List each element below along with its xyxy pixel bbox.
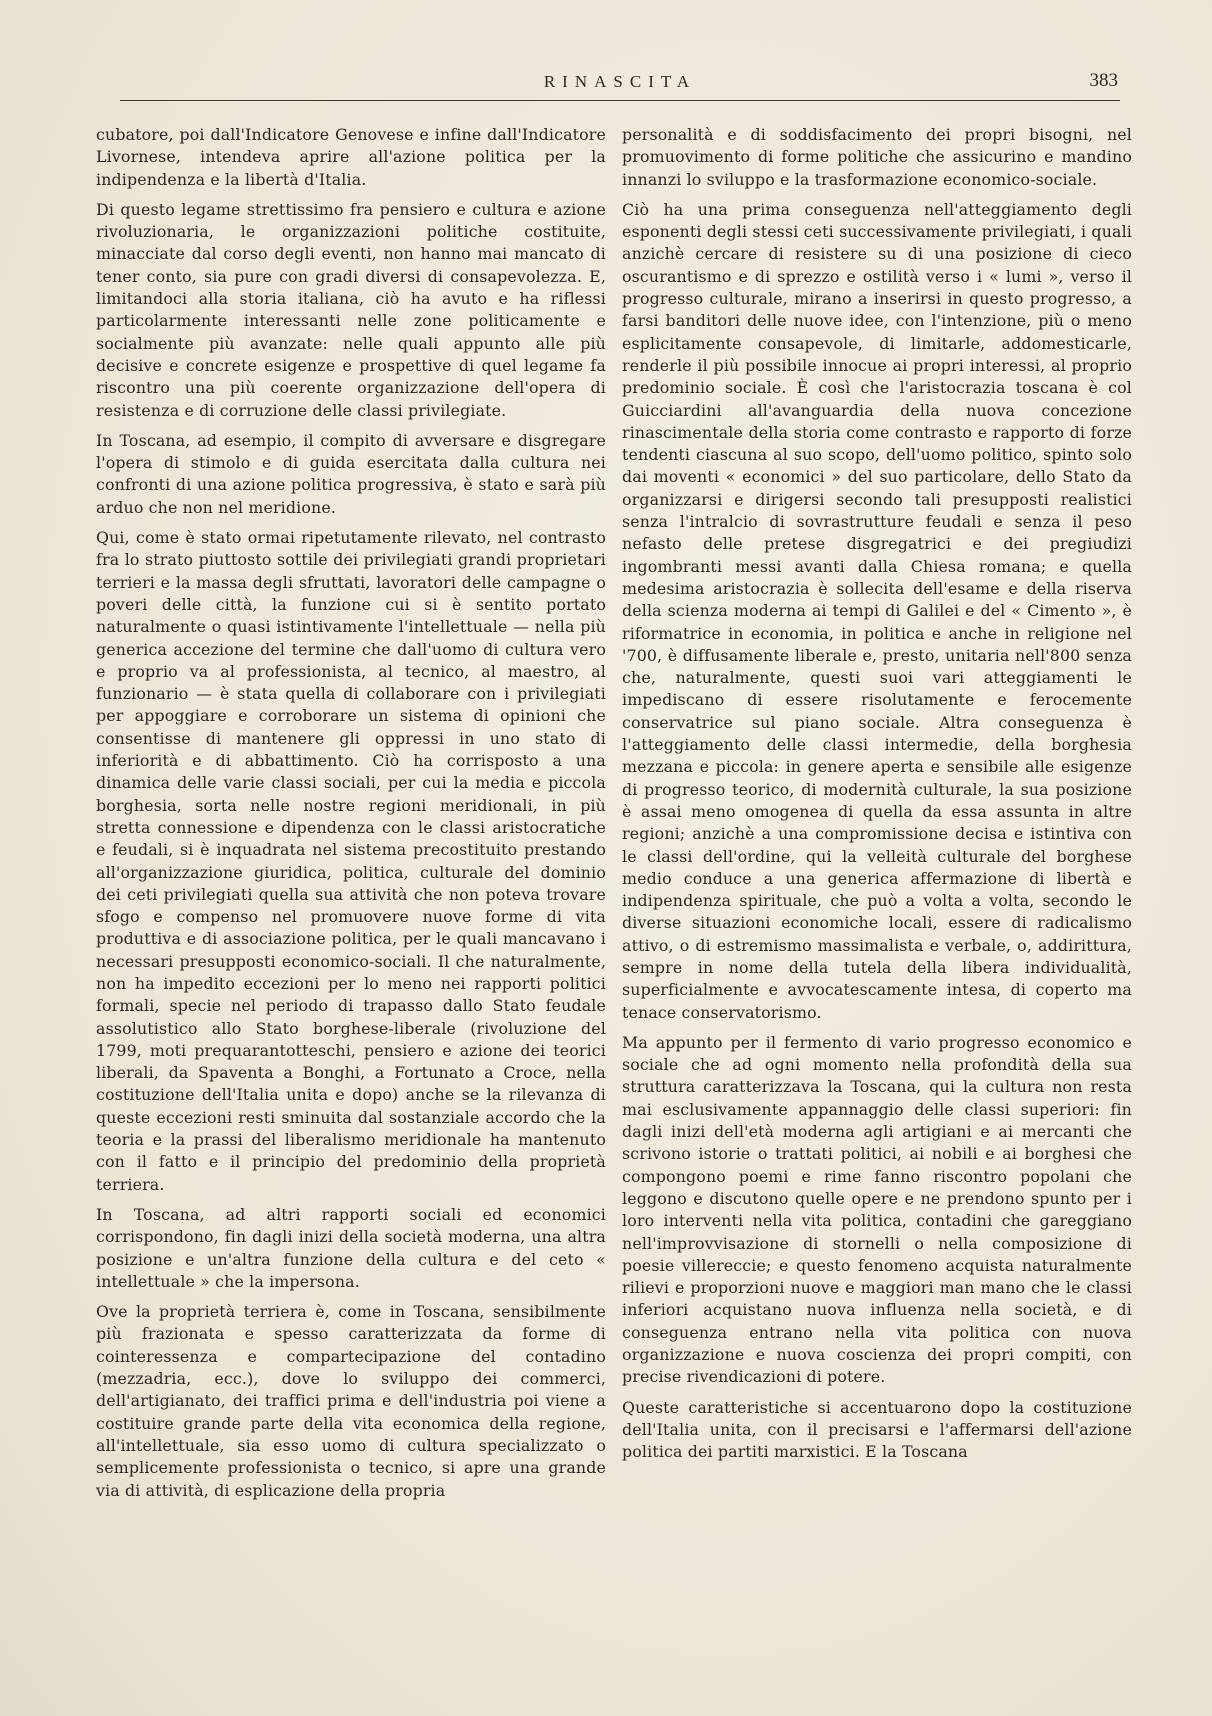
paragraph: Ove la proprietà terriera è, come in Toscana, sensibilmente più frazionata e spesso caratterizzata da forme di cointeressenza e compartecipazione del contadino (mezzadria, ecc.), dove lo sviluppo dei commerci, dell'artigianato, dei traffici prima e dell'industria poi viene a costituire grande parte della vita economica della regione, all'intellettuale, sia esso uomo di cultura specializzato o semplicemente professionista o tecnico, si apre una grande via di attività, di esplicazione della propria (96, 1302, 606, 1500)
paragraph: In Toscana, ad altri rapporti sociali ed economici corrispondono, fin dagli inizi della società moderna, una altra posizione e un'altra funzione della cultura e del ceto « intellettuale » che la impersona. (96, 1204, 606, 1291)
page-number: 383 (1089, 70, 1118, 91)
paragraph: cubatore, poi dall'Indicatore Genovese e infine dall'Indicatore Livornese, intendeva aprire all'azione politica per la indipendenza e la libertà d'Italia. (96, 125, 606, 189)
paragraph: Ciò ha una prima conseguenza nell'atteggiamento degli esponenti degli stessi ceti successivamente privilegiati, i quali anzichè cercare di resistere su di una posizione di cieco oscurantismo e di sprezzo e ostilità verso i « lumi », verso il progresso culturale, mirano a inserirsi in questo progresso, a farsi banditori delle nuove idee, con l'intenzione, più o meno esplicitamente consapevole, di limitarle, addomesticarle, renderle il più possibile innocue ai propri interessi, al proprio predominio sociale. È così che l'aristocrazia toscana è col Guicciardini all'avanguardia della nuova concezione rinascimentale della storia come contrasto e rapporto di forze tendenti ciascuna al suo scopo, dell'uomo politico, spinto solo dai moventi « economici » del suo particolare, dello Stato da organizzarsi e dirigersi secondo tali presupposti realistici senza l'intralcio di sovrastrutture feudali e senza il peso nefasto delle pretese disgregatrici e dei pregiudizi ingombranti messi avanti dalla Chiesa romana; e quella medesima aristocrazia è sollecita dell'esame e della riserva della scienza moderna ai tempi di Galilei e del « Cimento », è riformatrice in economia, in politica e anche in religione nel '700, è diffusamente liberale e, presto, unitaria nell'800 senza che, naturalmente, questi suoi vari atteggiamenti le impediscano di essere risolutamente e ferocemente conservatrice sul piano sociale. Altra conseguenza è l'atteggiamento delle classi intermedie, della borghesia mezzana e piccola: in genere aperta e sensibile alle esigenze di progresso teorico, di modernità culturale, la sua posizione è assai meno omogenea di quella da essa assunta in altre regioni; anzichè a una compromissione decisa e istintiva con le classi dell'ordine, qui la velleità culturale del borghese medio conduce a una generica affermazione di libertà e indipendenza spirituale, che può a volta a volta, secondo le diverse situazioni economiche locali, essere di radicalismo attivo, o di estremismo massimalista e verbale, o, addirittura, sempre in nome della tutela della libera individualità, superficialmente e avvocatescamente intesa, di coperto ma tenace conservatorismo. (622, 199, 1132, 1022)
paragraph: Ma appunto per il fermento di vario progresso economico e sociale che ad ogni momento nella profondità della sua struttura caratterizzava la Toscana, qui la cultura non resta mai esclusivamente appannaggio delle classi superiori: fin dagli inizi dell'età moderna agli artigiani e ai mercanti che scrivono istorie o trattati politici, ai nobili e ai borghesi che compongono poemi e rime fanno riscontro popolani che leggono e discutono quelle opere e ne prendono spunto per i loro interventi nella vita politica, contadini che gareggiano nell'improvvisazione di stornelli o nella composizione di poesie villereccie; e questo fenomeno acquista naturalmente rilievi e proporzioni nuove e maggiori man mano che le classi inferiori acquistano nuova influenza nella società, e di conseguenza entrano nella vita politica con nuova organizzazione e nuova coscienza dei propri compiti, con precise rivendicazioni di potere. (622, 1032, 1132, 1387)
paragraph: Queste caratteristiche si accentuarono dopo la costituzione dell'Italia unita, con il precisarsi e l'affermarsi dell'azione politica dei partiti marxistici. E la Toscana (622, 1397, 1132, 1462)
paragraph: Qui, come è stato ormai ripetutamente rilevato, nel contrasto fra lo strato piuttosto sottile dei privilegiati grandi proprietari terrieri e la massa degli sfruttati, lavoratori delle campagne o poveri delle città, la funzione cui si è sentito portato naturalmente o quasi istintivamente l'intellettuale — nella più generica accezione del termine che dall'uomo di cultura vero e proprio va al professionista, al tecnico, al maestro, al funzionario — è stata quella di collaborare con i privilegiati per appoggiare e corroborare un sistema di opinioni che consentisse di mantenere gli oppressi in uno stato di inferiorità e di abbattimento. Ciò ha corrisposto a una dinamica delle varie classi sociali, per cui la media e piccola borghesia, sorta nelle nostre regioni meridionali, in più stretta connessione e dipendenza con le classi aristocratiche e feudali, si è inquadrata nel sistema precostituito prestando all'organizzazione giuridica, politica, culturale del dominio dei ceti privilegiati quella sua attività che non poteva trovare sfogo e compenso nel promuovere nuove forme di vita produttiva e di associazione politica, per le quali mancavano i necessari presupposti economico-sociali. Il che naturalmente, non ha impedito eccezioni per lo meno nei rapporti politici formali, specie nel periodo di trapasso dallo Stato feudale assolutistico allo Stato borghese-liberale (rivoluzione del 1799, moti prequarantotteschi, pensiero e azione dei teorici liberali, da Spaventa a Bonghi, a Fortunato a Croce, nella costituzione dell'Italia unita e dopo) anche se la rilevanza di queste eccezioni resti sminuita dal sostanziale accordo che la teoria e la prassi del liberalismo meridionale ha mantenuto con il fatto e il principio del predominio della proprietà terriera. (96, 528, 606, 1194)
right-column (622, 124, 1132, 1624)
paragraph: In Toscana, ad esempio, il compito di avversare e disgregare l'opera di stimolo e di guida esercitata dalla cultura nei confronti di una azione politica progressiva, è stato e sarà più arduo che non nel meridione. (96, 430, 606, 517)
page-header (120, 68, 1120, 101)
paragraph: personalità e di soddisfacimento dei propri bisogni, nel promuovimento di forme politiche che assicurino e mandino innanzi lo sviluppo e la trasformazione economico-sociale. (622, 125, 1132, 189)
paragraph: Di questo legame strettissimo fra pensiero e cultura e azione rivoluzionaria, le organizzazioni politiche costituite, minacciate dal corso degli eventi, non hanno mai mancato di tener conto, sia pure con gradi diversi di consapevolezza. E, limitandoci alla storia italiana, ciò ha avuto e ha riflessi particolarmente interessanti nelle zone politicamente e socialmente più avanzate: nelle quali appunto alle più decisive e concrete esigenze e prospettive di quel legame fa riscontro una più coerente organizzazione dell'opera di resistenza e di corruzione delle classi privilegiate. (96, 199, 606, 420)
running-title: RINASCITA (543, 72, 697, 91)
left-column (96, 124, 606, 1624)
